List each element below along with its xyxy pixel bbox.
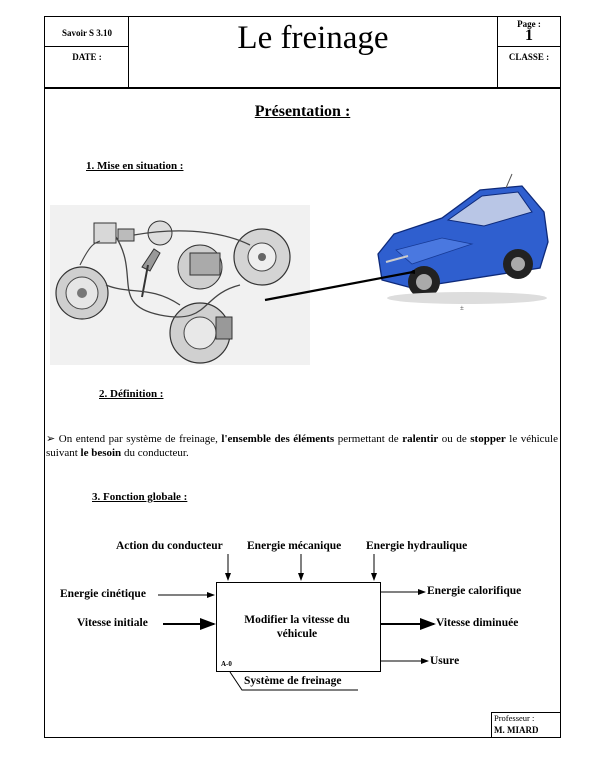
professeur-label: Professeur :	[494, 713, 535, 723]
output-energie-calorifique: Energie calorifique	[427, 585, 522, 597]
def-text-9: du conducteur.	[121, 447, 189, 459]
output-vitesse-diminuee: Vitesse diminuée	[436, 617, 519, 629]
def-text-7: le véhicule suivant	[46, 433, 558, 459]
input-energie-cinetique: Energie cinétique	[60, 588, 146, 600]
def-text-4: ralentir	[402, 433, 439, 445]
def-text-1: On entend par système de freinage,	[58, 433, 222, 445]
section3-title: 3. Fonction globale :	[92, 491, 188, 503]
date-label: DATE :	[72, 52, 102, 62]
def-text-3: permettant de	[334, 433, 403, 445]
def-text-5: ou de	[438, 433, 471, 445]
page-label: Page :	[517, 19, 541, 29]
def-text-6: stopper	[470, 433, 506, 445]
classe-label: CLASSE :	[508, 52, 550, 62]
def-text-8: le besoin	[80, 447, 122, 459]
page-title: Le freinage	[237, 20, 389, 56]
function-box-code: A-0	[221, 660, 232, 668]
system-label: Système de freinage	[244, 675, 342, 687]
professeur-name: M. MIARD	[494, 725, 539, 735]
presentation-title: Présentation :	[254, 103, 351, 120]
input-action-conducteur: Action du conducteur	[116, 540, 223, 552]
section1-title: 1. Mise en situation :	[86, 160, 184, 172]
bullet-glyph: ➢	[46, 433, 56, 445]
function-box-text: Modifier la vitesse du véhicule	[244, 614, 350, 640]
svg-text:±: ±	[460, 304, 464, 312]
input-vitesse-initiale: Vitesse initiale	[77, 617, 148, 629]
page-number: 1	[525, 27, 533, 44]
input-energie-mecanique: Energie mécanique	[247, 540, 342, 552]
output-usure: Usure	[430, 655, 460, 667]
input-energie-hydraulique: Energie hydraulique	[366, 540, 468, 552]
section2-title: 2. Définition :	[99, 388, 164, 400]
def-text-2: l'ensemble des éléments	[221, 433, 335, 445]
savoir-label: Savoir S 3.10	[61, 28, 113, 38]
